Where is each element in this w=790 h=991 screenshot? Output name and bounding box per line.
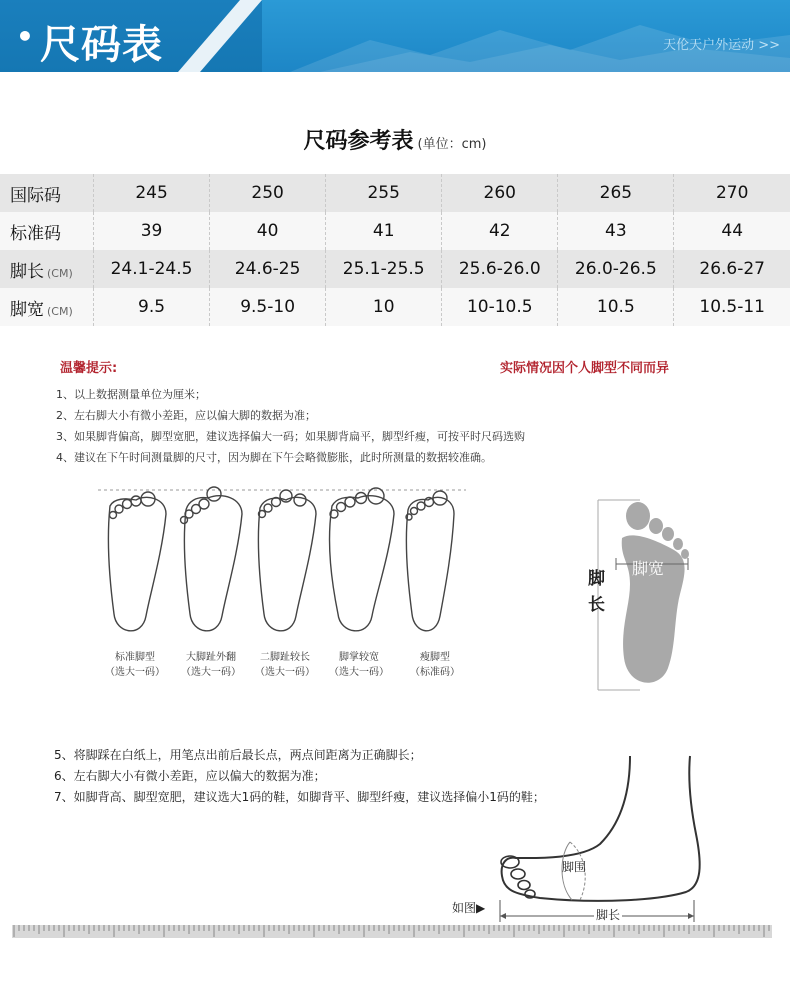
brand-link[interactable]: 天伦天户外运动 >>: [663, 38, 780, 53]
header-banner: [0, 0, 790, 72]
foot-type-illustrations: [96, 484, 476, 644]
foot-type-advice: （选大一码）: [329, 667, 389, 678]
size-cell: 260: [442, 174, 558, 212]
size-table: [0, 174, 790, 326]
measure-tip-item: 7、如脚背高、脚型宽肥，建议选大1码的鞋，如脚背平、脚型纤瘦，建议选择偏小1码的鞋；: [54, 790, 545, 804]
foot-type-advice: （标准码）: [410, 667, 460, 678]
tip-item: 3、如果脚背偏高，脚型宽肥，建议选择偏大一码；如果脚背扁平，脚型纤瘦，可按平时尺码选购: [56, 430, 525, 443]
size-table-row: [0, 250, 790, 288]
size-row-label-text: 标准码: [10, 223, 61, 244]
as-shown-label: 如图▶: [452, 901, 486, 915]
size-cell: 9.5: [94, 288, 210, 326]
size-table-unit: (单位：cm): [417, 137, 487, 152]
foot-type-name: 二脚趾较长: [260, 652, 310, 663]
measure-tip-item: 6、左右脚大小有微小差距，应以偏大的数据为准；: [54, 769, 326, 783]
footprint-measure-diagram: [590, 498, 770, 694]
size-table-row: [0, 212, 790, 250]
size-table-row: [0, 174, 790, 212]
size-cell: 40: [210, 212, 326, 250]
foot-type-advice: （选大一码）: [255, 667, 315, 678]
size-cell: 41: [326, 212, 442, 250]
size-cell: 10: [326, 288, 442, 326]
size-row-label: [0, 174, 94, 212]
page-title: 尺码表: [40, 22, 163, 68]
foot-type-name: 大脚趾外翻: [186, 652, 236, 663]
size-cell: 44: [674, 212, 790, 250]
size-row-label: [0, 250, 94, 288]
size-row-label: [0, 212, 94, 250]
tips-right-note: 实际情况因个人脚型不同而异: [500, 361, 670, 376]
size-cell: 255: [326, 174, 442, 212]
foot-type-caption: [246, 650, 324, 680]
tip-item: 1、以上数据测量单位为厘米；: [56, 388, 206, 401]
foot-length-label-char: 脚: [588, 569, 605, 589]
size-cell: 10-10.5: [442, 288, 558, 326]
banner-bullet: •: [16, 20, 34, 53]
foot-length-measure-label: 脚长: [596, 908, 621, 922]
size-row-label: [0, 288, 94, 326]
size-cell: 26.6-27: [674, 250, 790, 288]
size-cell: 24.6-25: [210, 250, 326, 288]
foot-length-label: [588, 566, 605, 618]
size-cell: 10.5: [558, 288, 674, 326]
size-table-row: [0, 288, 790, 326]
size-cell: 245: [94, 174, 210, 212]
size-row-label-text: 国际码: [10, 185, 61, 206]
foot-length-label-char: 长: [588, 595, 605, 615]
size-row-label-text: 脚宽: [10, 299, 44, 320]
tip-item: 4、建议在下午时间测量脚的尺寸，因为脚在下午会略微膨胀，此时所测量的数据较准确。: [56, 451, 492, 464]
size-cell: 39: [94, 212, 210, 250]
foot-type-caption: [96, 650, 174, 680]
foot-type-name: 脚掌较宽: [339, 652, 379, 663]
foot-type-caption: [396, 650, 474, 680]
tips-title: 温馨提示:: [60, 361, 118, 376]
size-cell: 43: [558, 212, 674, 250]
size-cell: 25.1-25.5: [326, 250, 442, 288]
tips-list: [56, 384, 525, 468]
ruler-graphic: [12, 925, 772, 939]
size-table-title-text: 尺码参考表: [303, 129, 414, 154]
size-cell: 42: [442, 212, 558, 250]
tip-item: 2、左右脚大小有微小差距，应以偏大脚的数据为准；: [56, 409, 316, 422]
size-cell: 270: [674, 174, 790, 212]
size-row-unit: (CM): [47, 266, 73, 280]
foot-width-label: 脚宽: [632, 559, 665, 578]
size-cell: 250: [210, 174, 326, 212]
size-row-unit: (CM): [47, 304, 73, 318]
foot-type-advice: （选大一码）: [105, 667, 165, 678]
foot-type-advice: （选大一码）: [181, 667, 241, 678]
size-row-label-text: 脚长: [10, 261, 44, 282]
size-cell: 265: [558, 174, 674, 212]
size-cell: 26.0-26.5: [558, 250, 674, 288]
measure-tip-item: 5、将脚踩在白纸上，用笔点出前后最长点，两点间距离为正确脚长；: [54, 748, 422, 762]
foot-girth-label: 脚围: [562, 860, 587, 874]
foot-type-name: 瘦脚型: [420, 652, 450, 663]
size-cell: 24.1-24.5: [94, 250, 210, 288]
size-cell: 9.5-10: [210, 288, 326, 326]
foot-type-caption: [320, 650, 398, 680]
size-cell: 25.6-26.0: [442, 250, 558, 288]
foot-type-caption: [172, 650, 250, 680]
foot-type-name: 标准脚型: [115, 652, 155, 663]
size-cell: 10.5-11: [674, 288, 790, 326]
size-table-title: [0, 124, 790, 155]
